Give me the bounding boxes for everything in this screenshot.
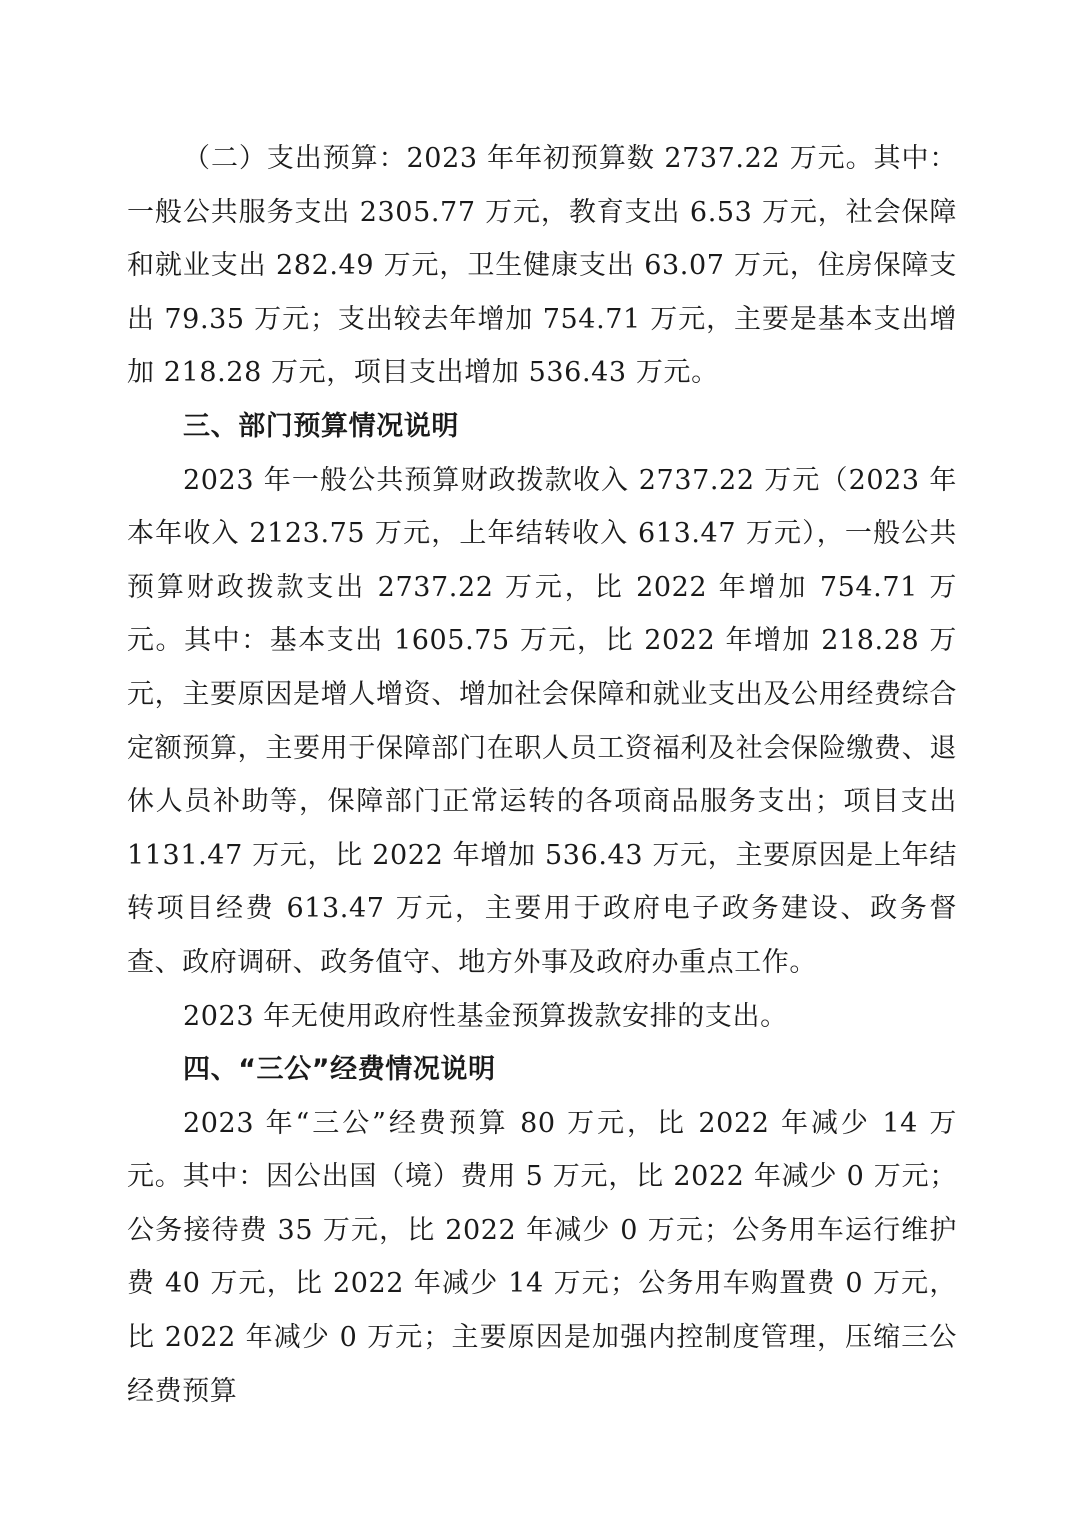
paragraph-three-public-expenses: 2023 年“三公”经费预算 80 万元，比 2022 年减少 14 万元。其中：因公出国（境）费用 5 万元，比 2022 年减少 0 万元；公务接待费 35 万元，比 2022 年减少 0 万元；公务用车运行维护费 40 万元，比 2022 年减少 14 万元；公务用车购置费 0 万元，比 2022 年减少 0 万元；主要原因是加强内控制度管理，压缩三公经费预算 bbox=[127, 1107, 957, 1407]
section-heading-three-public-expenses: 四、“三公”经费情况说明 bbox=[183, 1054, 496, 1086]
paragraph-government-fund-budget: 2023 年无使用政府性基金预算拨款安排的支出。 bbox=[183, 1000, 788, 1032]
document-body bbox=[127, 132, 957, 1418]
section-heading-department-budget: 三、部门预算情况说明 bbox=[183, 410, 459, 442]
paragraph-general-public-budget: 2023 年一般公共预算财政拨款收入 2737.22 万元（2023 年本年收入 2123.75 万元，上年结转收入 613.47 万元），一般公共预算财政拨款支出 2737.22 万元，比 2022 年增加 754.71 万元。其中：基本支出 1605.75 万元，比 2022 年增加 218.28 万元，主要原因是增人增资、增加社会保障和就业支出及公用经费综合定额预算，主要用于保障部门在职人员工资福利及社会保险缴费、退休人员补助等，保障部门正常运转的各项商品服务支出；项目支出 1131.47 万元，比 2022 年增加 536.43 万元，主要原因是上年结转项目经费 613.47 万元，主要用于政府电子政务建设、政务督查、政府调研、政务值守、地方外事及政府办重点工作。 bbox=[127, 464, 957, 978]
paragraph-expenditure-budget: （二）支出预算：2023 年年初预算数 2737.22 万元。其中：一般公共服务支出 2305.77 万元，教育支出 6.53 万元，社会保障和就业支出 282.49 万元，卫生健康支出 63.07 万元，住房保障支出 79.35 万元；支出较去年增加 754.71 万元，主要是基本支出增加 218.28 万元，项目支出增加 536.43 万元。 bbox=[127, 143, 957, 389]
